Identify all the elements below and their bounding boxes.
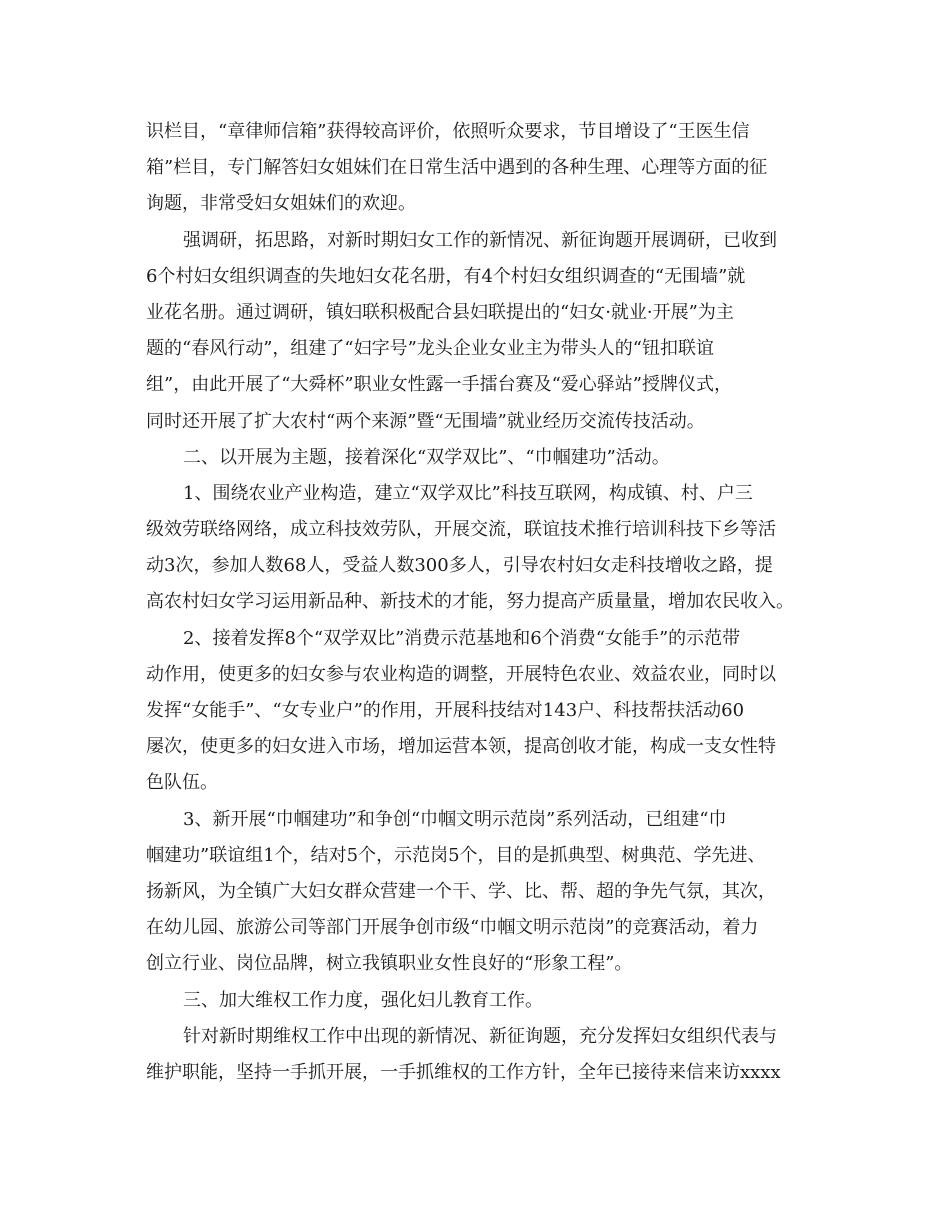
text-line: 同时还开展了扩大农村“两个来源”暨“无围墙”就业经历交流传技活动。 (146, 410, 705, 432)
text-line: 询题，非常受妇女姐妹们的欢迎。 (146, 193, 416, 215)
text-line: 箱”栏目，专门解答妇女姐妹们在日常生活中遇到的各种生理、心理等方面的征 (146, 157, 768, 179)
paragraph-first-line: 3、新开展“巾帼建功”和争创“巾帼文明示范岗”系列活动，已组建“巾 (183, 808, 727, 830)
text-line: 识栏目，“章律师信箱”获得较高评价，依照听众要求，节目增设了“王医生信 (146, 121, 750, 142)
text-line: 帼建功”联谊组1个，结对5个，示范岗5个，目的是抓典型、树典范、学先进、 (146, 844, 766, 866)
document-body (146, 114, 806, 1091)
text-line: 在幼儿园、旅游公司等部门开展争创市级“巾帼文明示范岗”的竞赛活动，着力 (146, 917, 759, 939)
paragraph-first-line: 强调研，拓思路，对新时期妇女工作的新情况、新征询题开展调研，已收到 (183, 229, 777, 251)
text-line: 扬新风，为全镇广大妇女群众营建一个干、学、比、帮、超的争先气氛，其次， (146, 880, 776, 902)
text-line: 色队伍。 (146, 772, 218, 794)
section-heading: 三、加大维权工作力度，强化妇儿教育工作。 (183, 989, 543, 1011)
text-line: 维护职能，坚持一手抓开展，一手抓维权的工作方针，全年已接待来信来访xxxx (146, 1061, 781, 1083)
section-heading: 二、以开展为主题，接着深化“双学双比”、“巾帼建功”活动。 (183, 446, 670, 468)
text-line: 创立行业、岗位品牌，树立我镇职业女性良好的“形象工程”。 (146, 953, 633, 975)
text-line: 业花名册。通过调研，镇妇联积极配合县妇联提出的“妇女·就业·开展”为主 (146, 301, 734, 323)
text-line: 高农村妇女学习运用新品种、新技术的才能，努力提高产质量量，增加农民收入。 (146, 591, 794, 613)
paragraph-first-line: 针对新时期维权工作中出现的新情况、新征询题，充分发挥妇女组织代表与 (183, 1025, 777, 1047)
text-line: 屡次，使更多的妇女进入市场，增加运营本领，提高创收才能，构成一支女性特 (146, 736, 776, 758)
text-line: 6个村妇女组织调查的失地妇女花名册，有4个村妇女组织调查的“无围墙”就 (146, 265, 746, 287)
text-line: 级效劳联络网络，成立科技效劳队，开展交流，联谊技术推行培训科技下乡等活 (146, 519, 776, 541)
text-line: 动作用，使更多的妇女参与农业构造的调整，开展特色农业、效益农业，同时以 (146, 663, 776, 685)
text-line: 发挥“女能手”、“女专业户”的作用，开展科技结对143户、科技帮扶活动60 (146, 700, 745, 721)
text-line: 动3次，参加人数68人，受益人数300多人，引导农村妇女走科技增收之路，提 (146, 555, 773, 577)
paragraph-first-line: 2、接着发挥8个“双学双比”消费示范基地和6个消费“女能手”的示范带 (183, 627, 741, 649)
paragraph-first-line: 1、围绕农业产业构造，建立“双学双比”科技互联网，构成镇、村、户三 (183, 482, 753, 504)
text-line: 题的“春风行动”，组建了“妇字号”龙头企业女业主为带头人的“钮扣联谊 (146, 338, 715, 360)
text-line: 组”，由此开展了“大舜杯”职业女性露一手擂台赛及“爱心驿站”授牌仪式， (146, 374, 733, 396)
